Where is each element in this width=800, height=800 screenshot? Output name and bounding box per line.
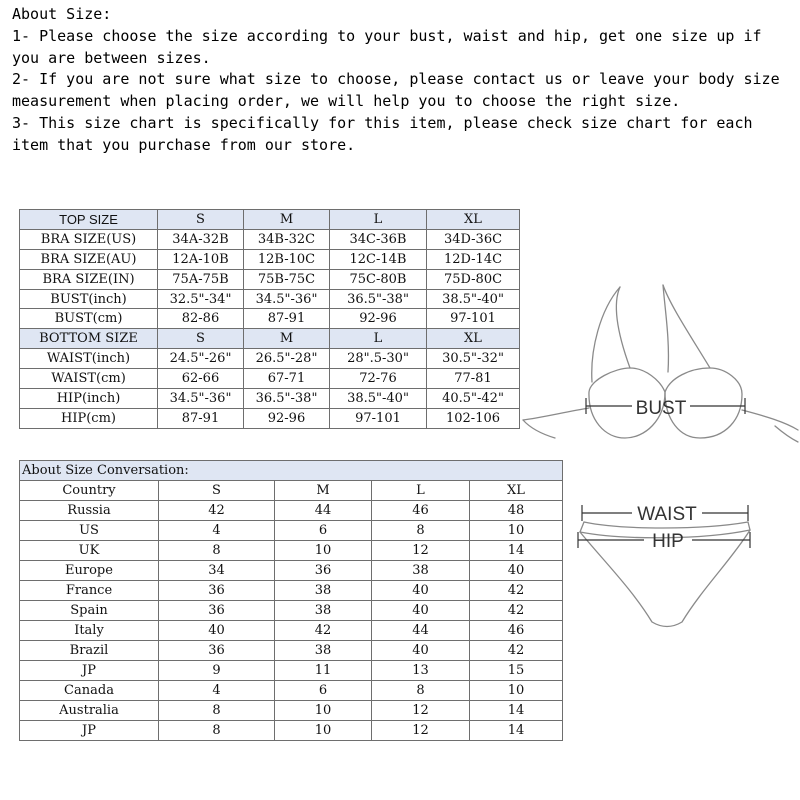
bikini-top-figure (520, 280, 800, 460)
table-cell: 4 (159, 681, 275, 701)
table-row (20, 501, 563, 521)
table-cell: 10 (275, 721, 372, 741)
table-cell: 36 (159, 581, 275, 601)
table-cell: 12 (372, 701, 470, 721)
table-cell: 34A-32B (158, 229, 244, 249)
row-label: BUST(inch) (20, 289, 158, 309)
table-row (20, 369, 520, 389)
table-cell: 28".5-30" (330, 349, 427, 369)
table-cell: 12A-10B (158, 249, 244, 269)
table-cell: 40 (372, 581, 470, 601)
table-cell: 10 (275, 701, 372, 721)
table-row (20, 269, 520, 289)
row-label: BRA SIZE(US) (20, 229, 158, 249)
table-cell: 38 (275, 581, 372, 601)
row-label: Canada (20, 681, 159, 701)
row-label: Europe (20, 561, 159, 581)
header-cell: XL (427, 210, 520, 230)
table-cell: 40 (159, 621, 275, 641)
table-cell: 10 (470, 521, 563, 541)
table-cell: 97-101 (427, 309, 520, 329)
table-cell: 42 (159, 501, 275, 521)
table-cell: 14 (470, 541, 563, 561)
table-row (20, 661, 563, 681)
header-cell: S (158, 210, 244, 230)
table-cell: 92-96 (330, 309, 427, 329)
row-label: Brazil (20, 641, 159, 661)
table-cell: 9 (159, 661, 275, 681)
row-label: WAIST(inch) (20, 349, 158, 369)
table-cell: 8 (159, 541, 275, 561)
table-cell: 46 (470, 621, 563, 641)
bust-label: BUST (635, 398, 687, 419)
table-cell: 34 (159, 561, 275, 581)
table-cell: 4 (159, 521, 275, 541)
row-label: JP (20, 721, 159, 741)
row-label: HIP(inch) (20, 389, 158, 409)
size-instructions (12, 4, 792, 157)
row-label: HIP(cm) (20, 408, 158, 428)
instruction-line-2: 2- If you are not sure what size to choose, please contact us or leave your body size measurement when placing order, we will help you to choose the right size. (12, 70, 780, 111)
header-cell: XL (470, 481, 563, 501)
table-row (20, 561, 563, 581)
table-cell: 36 (159, 601, 275, 621)
table-cell: 26.5"-28" (244, 349, 330, 369)
row-label: UK (20, 541, 159, 561)
table-cell: 38.5"-40" (427, 289, 520, 309)
table-cell: 12B-10C (244, 249, 330, 269)
table-cell: 38 (275, 641, 372, 661)
hip-label: HIP (652, 531, 684, 552)
table-cell: 44 (372, 621, 470, 641)
header-cell: S (158, 329, 244, 349)
table-row (20, 721, 563, 741)
table-cell: 34B-32C (244, 229, 330, 249)
row-label: BUST(cm) (20, 309, 158, 329)
table-cell: 6 (275, 521, 372, 541)
table-cell: 36 (159, 641, 275, 661)
table-cell: 6 (275, 681, 372, 701)
table-row (20, 701, 563, 721)
row-label: Australia (20, 701, 159, 721)
row-label: BRA SIZE(IN) (20, 269, 158, 289)
table-cell: 14 (470, 721, 563, 741)
table-cell: 8 (159, 701, 275, 721)
table-cell: 10 (470, 681, 563, 701)
table-row (20, 601, 563, 621)
table-cell: 12C-14B (330, 249, 427, 269)
table-cell: 14 (470, 701, 563, 721)
table-cell: 44 (275, 501, 372, 521)
table-cell: 38 (275, 601, 372, 621)
table-cell: 40 (372, 601, 470, 621)
table-row (20, 581, 563, 601)
table-cell: 38 (372, 561, 470, 581)
row-label: Italy (20, 621, 159, 641)
table-row (20, 408, 520, 428)
header-cell: S (159, 481, 275, 501)
row-label: Russia (20, 501, 159, 521)
table-row (20, 621, 563, 641)
table-cell: 13 (372, 661, 470, 681)
table-cell: 102-106 (427, 408, 520, 428)
table-cell: 34.5"-36" (158, 389, 244, 409)
table-cell: 48 (470, 501, 563, 521)
table-cell: 40.5"-42" (427, 389, 520, 409)
table-cell: 87-91 (244, 309, 330, 329)
table-cell: 67-71 (244, 369, 330, 389)
table-row (20, 229, 520, 249)
table-cell: 38.5"-40" (330, 389, 427, 409)
table-cell: 97-101 (330, 408, 427, 428)
bikini-bottom-figure (572, 494, 756, 634)
conversion-title: About Size Conversation: (20, 461, 563, 481)
table-cell: 42 (470, 601, 563, 621)
table-cell: 36.5"-38" (330, 289, 427, 309)
row-label: France (20, 581, 159, 601)
table-cell: 32.5"-34" (158, 289, 244, 309)
table-cell: 42 (470, 581, 563, 601)
table-row (20, 389, 520, 409)
table-cell: 34D-36C (427, 229, 520, 249)
table-row (20, 541, 563, 561)
header-cell: M (244, 210, 330, 230)
table-cell: 82-86 (158, 309, 244, 329)
table-cell: 12 (372, 721, 470, 741)
size-conversion-table (19, 460, 563, 741)
header-cell: M (275, 481, 372, 501)
table-cell: 34.5"-36" (244, 289, 330, 309)
table-row (20, 521, 563, 541)
table-cell: 75D-80C (427, 269, 520, 289)
table-cell: 10 (275, 541, 372, 561)
table-cell: 75C-80B (330, 269, 427, 289)
table-cell: 24.5"-26" (158, 349, 244, 369)
header-cell: L (330, 329, 427, 349)
table-cell: 40 (372, 641, 470, 661)
row-label: BRA SIZE(AU) (20, 249, 158, 269)
table-cell: 12D-14C (427, 249, 520, 269)
table-cell: 15 (470, 661, 563, 681)
table-cell: 8 (159, 721, 275, 741)
table-cell: 36 (275, 561, 372, 581)
table-cell: 11 (275, 661, 372, 681)
table-cell: 8 (372, 521, 470, 541)
header-cell: TOP SIZE (20, 210, 158, 230)
header-cell: XL (427, 329, 520, 349)
instructions-title: About Size: (12, 5, 112, 23)
top-size-table (19, 209, 520, 429)
header-cell: M (244, 329, 330, 349)
row-label: JP (20, 661, 159, 681)
waist-label: WAIST (637, 504, 697, 525)
table-cell: 46 (372, 501, 470, 521)
table-row (20, 641, 563, 661)
table-cell: 42 (470, 641, 563, 661)
table-cell: 92-96 (244, 408, 330, 428)
table-cell: 77-81 (427, 369, 520, 389)
table-cell: 12 (372, 541, 470, 561)
table-cell: 62-66 (158, 369, 244, 389)
table-cell: 75A-75B (158, 269, 244, 289)
table-cell: 34C-36B (330, 229, 427, 249)
row-label: WAIST(cm) (20, 369, 158, 389)
table-row (20, 309, 520, 329)
instruction-line-3: 3- This size chart is specifically for this item, please check size chart for each item that you purchase from our store. (12, 113, 753, 154)
table-cell: 36.5"-38" (244, 389, 330, 409)
bottom-size-header-row (20, 329, 520, 349)
table-row (20, 681, 563, 701)
table-cell: 42 (275, 621, 372, 641)
table-cell: 30.5"-32" (427, 349, 520, 369)
row-label: US (20, 521, 159, 541)
table-cell: 75B-75C (244, 269, 330, 289)
conversion-header-row (20, 481, 563, 501)
table-cell: 8 (372, 681, 470, 701)
instruction-line-1: 1- Please choose the size according to your bust, waist and hip, get one size up if you are between sizes. (12, 26, 762, 67)
top-size-header-row (20, 210, 520, 230)
header-cell: L (330, 210, 427, 230)
table-cell: 72-76 (330, 369, 427, 389)
conversion-title-row (20, 461, 563, 481)
table-row (20, 249, 520, 269)
header-cell: L (372, 481, 470, 501)
table-cell: 87-91 (158, 408, 244, 428)
row-label: Spain (20, 601, 159, 621)
header-cell: BOTTOM SIZE (20, 329, 158, 349)
table-row (20, 289, 520, 309)
header-cell: Country (20, 481, 159, 501)
table-row (20, 349, 520, 369)
table-cell: 40 (470, 561, 563, 581)
